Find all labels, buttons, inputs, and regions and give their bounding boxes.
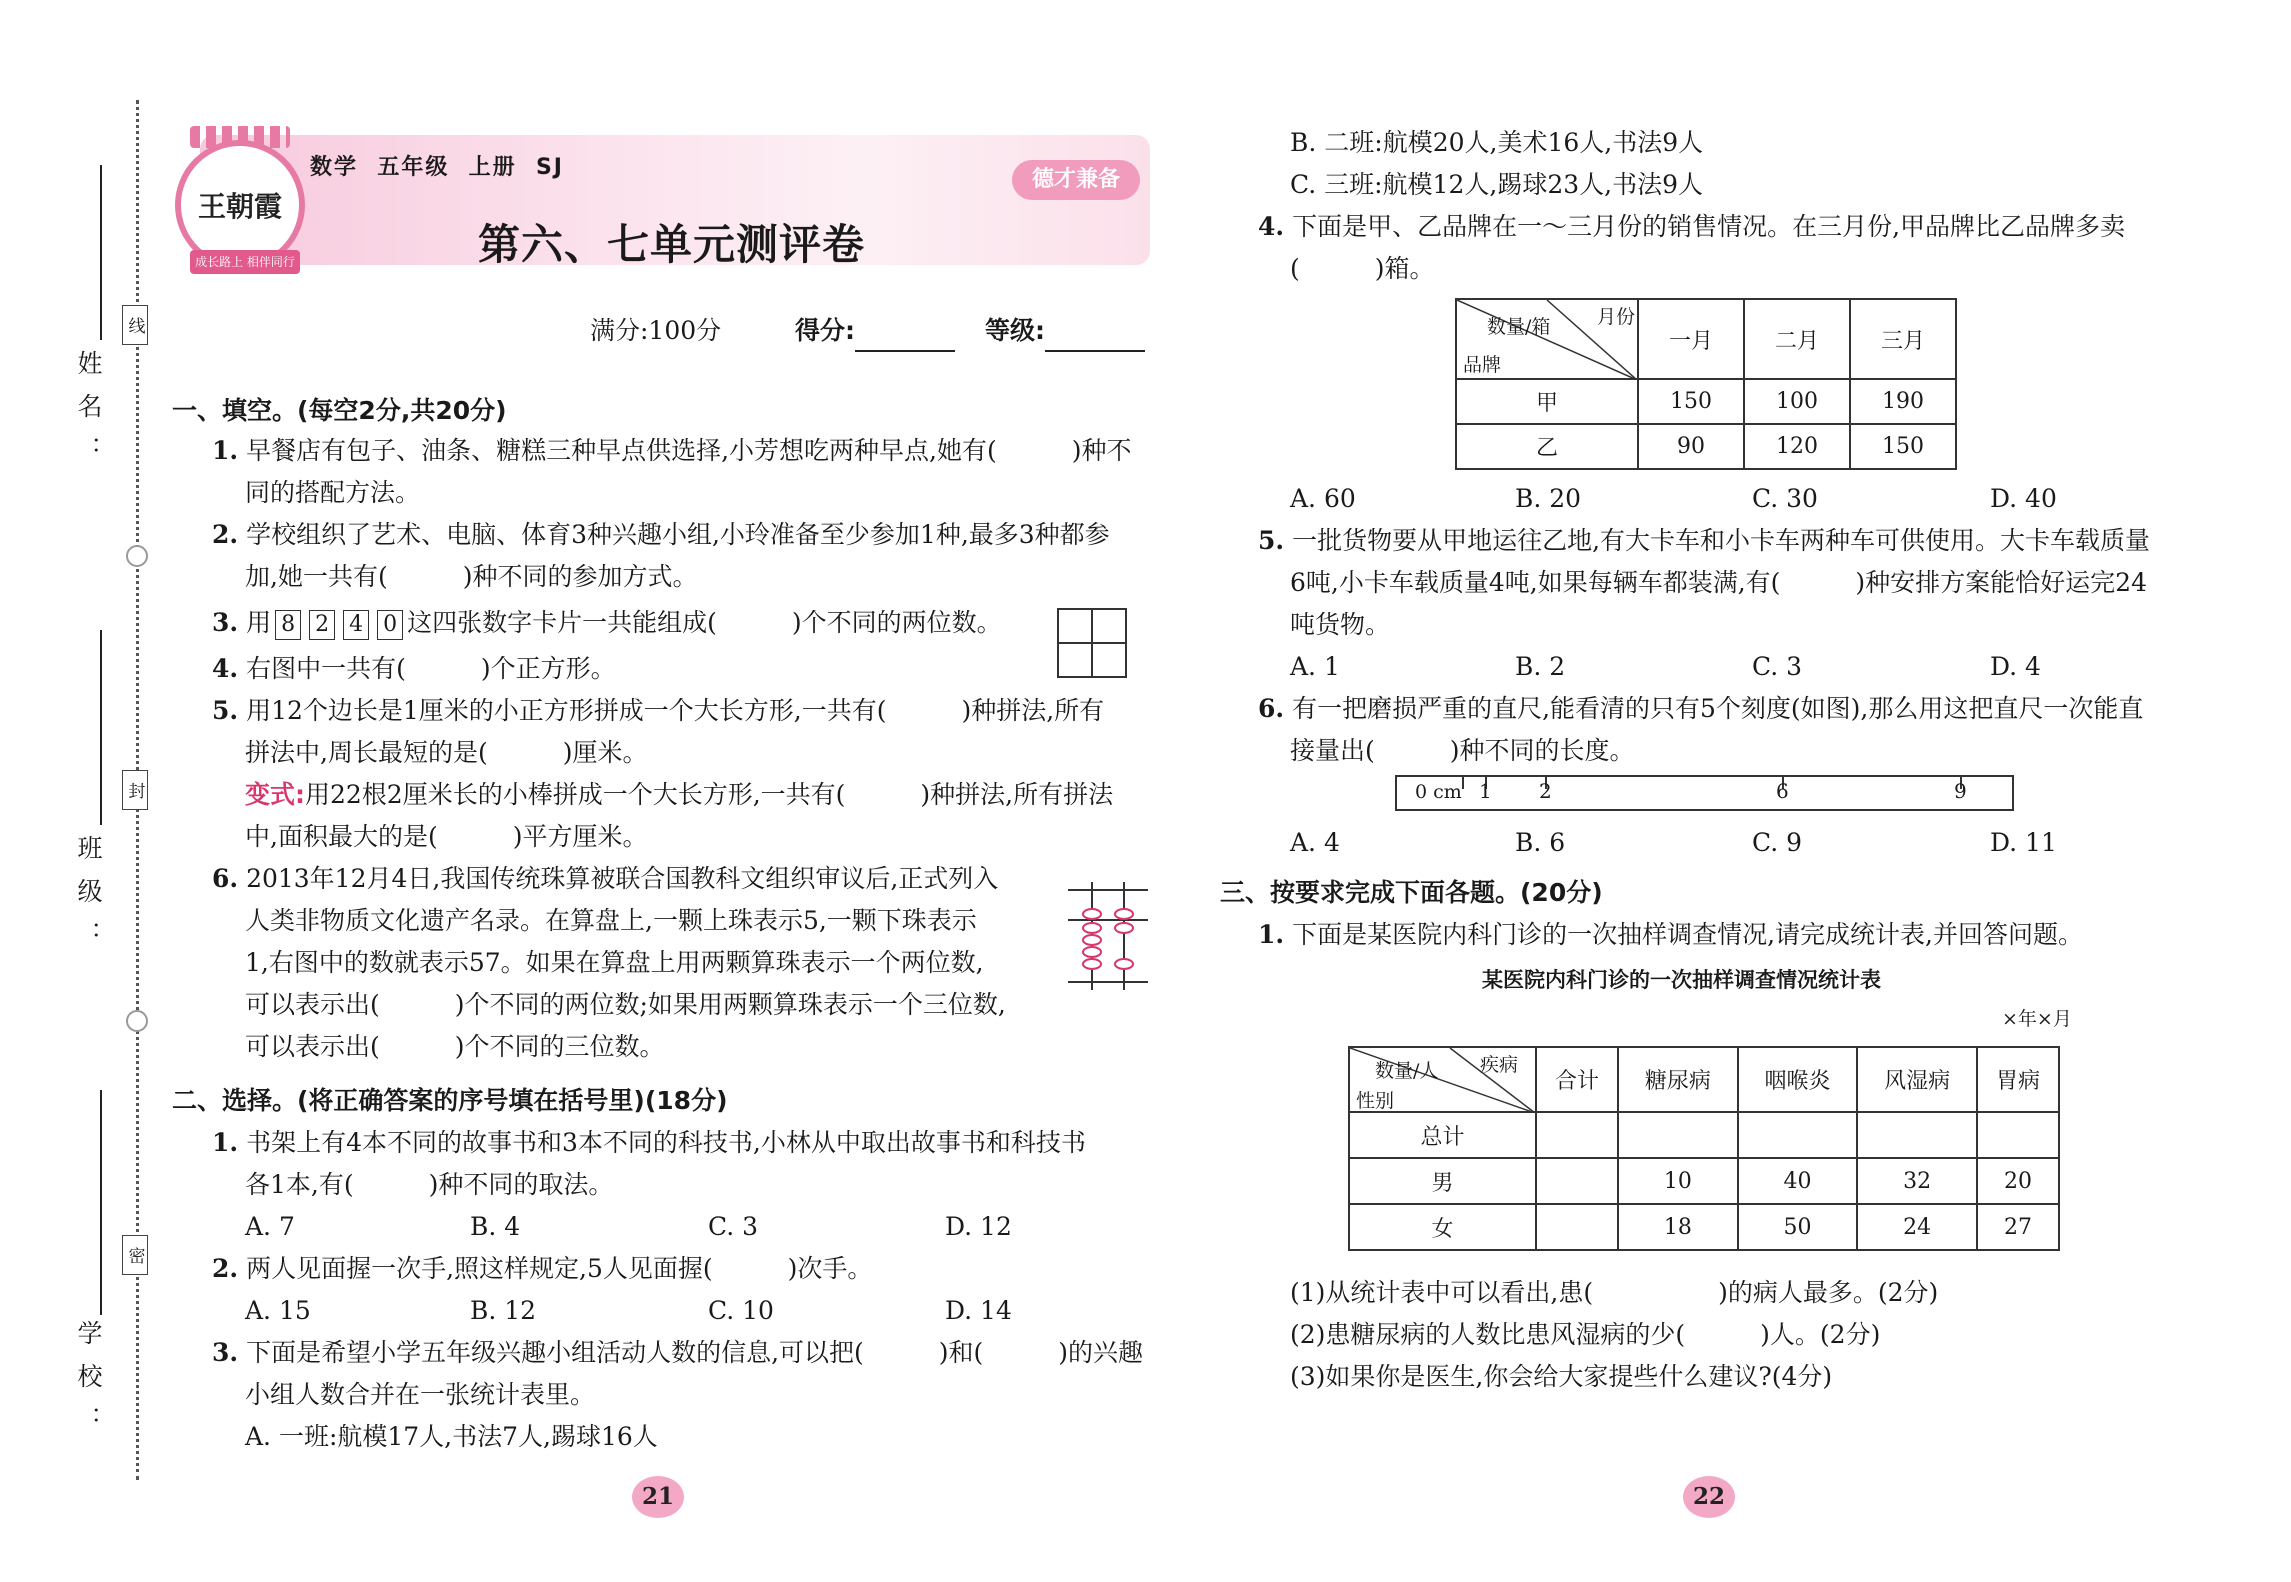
s2-q1: 1. 书架上有4本不同的故事书和3本不同的科技书,小林从中取出故事书和科技书 — [212, 1128, 1086, 1157]
s2-q6-opt-c: C. 9 — [1752, 828, 1803, 857]
page-number-right: 22 — [1683, 1476, 1735, 1518]
binding-hole-icon — [126, 1010, 148, 1032]
motto-badge: 德才兼备 — [1012, 160, 1140, 200]
ruler-label: 1 — [1479, 779, 1492, 803]
s2-q1-opt-d: D. 12 — [945, 1212, 1012, 1241]
s1-q2-cont: 加,她一共有( )种不同的参加方式。 — [245, 562, 698, 591]
stats-cell[interactable] — [1536, 1204, 1618, 1250]
score-got: 得分: — [795, 310, 955, 352]
stats-cell: 10 — [1618, 1158, 1738, 1204]
s2-q4-opt-b: B. 20 — [1515, 484, 1582, 513]
ruler-label: 6 — [1776, 779, 1789, 803]
digit-card: 0 — [377, 610, 403, 640]
s3-answer-2: (2)患糖尿病的人数比患风湿病的少( )人。(2分) — [1290, 1320, 1881, 1349]
digit-card: 4 — [343, 610, 369, 640]
s1-q6-l2: 人类非物质文化遗产名录。在算盘上,一颗上珠表示5,一颗下珠表示 — [245, 906, 977, 935]
s2-q3: 3. 下面是希望小学五年级兴趣小组活动人数的信息,可以把( )和( )的兴趣 — [212, 1338, 1144, 1367]
seal-line-char: 线 — [122, 305, 148, 345]
s2-q6: 6. 有一把磨损严重的直尺,能看清的只有5个刻度(如图),那么用这把直尺一次能直 — [1258, 694, 2144, 723]
sales-cell: 100 — [1744, 379, 1850, 424]
s3-q1: 1. 下面是某医院内科门诊的一次抽样调查情况,请完成统计表,并回答问题。 — [1258, 920, 2083, 949]
section-3-title: 三、按要求完成下面各题。(20分) — [1220, 878, 1603, 907]
stats-table-date: ×年×月 — [2002, 1008, 2072, 1030]
ruler-figure — [1395, 775, 2014, 811]
ruler-label: 2 — [1539, 779, 1552, 803]
stats-table-corner: 疾病 数量/人 性别 — [1349, 1047, 1536, 1112]
s2-q4-cont: ( )箱。 — [1290, 254, 1435, 283]
s1-q2: 2. 学校组织了艺术、电脑、体育3种兴趣小组,小玲准备至少参加1种,最多3种都参 — [212, 520, 1110, 549]
seal-secret-char: 密 — [122, 1235, 148, 1275]
stats-cell[interactable] — [1536, 1158, 1618, 1204]
disease-header: 胃病 — [1977, 1047, 2059, 1112]
stats-cell[interactable] — [1977, 1112, 2059, 1158]
stats-cell: 18 — [1618, 1204, 1738, 1250]
name-label: 姓名： — [74, 350, 103, 479]
month-header: 一月 — [1638, 299, 1744, 379]
sales-cell: 150 — [1850, 424, 1956, 469]
s2-q1-opt-b: B. 4 — [470, 1212, 521, 1241]
seal-seal-char: 封 — [122, 770, 148, 810]
disease-header: 合计 — [1536, 1047, 1618, 1112]
s2-q1-opt-c: C. 3 — [708, 1212, 759, 1241]
s1-q5: 5. 用12个边长是1厘米的小正方形拼成一个大长方形,一共有( )种拼法,所有 — [212, 696, 1105, 725]
s2-q4-opt-a: A. 60 — [1290, 484, 1356, 513]
ruler-label: 9 — [1954, 779, 1967, 803]
s2-q2-opt-c: C. 10 — [708, 1296, 774, 1325]
stats-cell[interactable] — [1857, 1112, 1977, 1158]
s2-q3-opt-b: B. 二班:航模20人,美术16人,书法9人 — [1290, 128, 1704, 157]
school-label: 学校： — [74, 1320, 103, 1449]
class-label: 班级： — [74, 835, 103, 964]
s2-q6-opt-b: B. 6 — [1515, 828, 1566, 857]
s1-q6-l4: 可以表示出( )个不同的两位数;如果用两颗算珠表示一个三位数, — [245, 990, 1006, 1019]
sales-cell: 120 — [1744, 424, 1850, 469]
s2-q6-opt-d: D. 11 — [1990, 828, 2057, 857]
section-1-title: 一、填空。(每空2分,共20分) — [172, 396, 507, 425]
s2-q5: 5. 一批货物要从甲地运往乙地,有大卡车和小卡车两种车可供使用。大卡车载质量 — [1258, 526, 2151, 555]
disease-header: 咽喉炎 — [1738, 1047, 1858, 1112]
stats-cell: 32 — [1857, 1158, 1977, 1204]
s2-q2: 2. 两人见面握一次手,照这样规定,5人见面握( )次手。 — [212, 1254, 873, 1283]
page-title: 第六、七单元测评卷 — [478, 220, 866, 269]
s2-q5-opt-a: A. 1 — [1290, 652, 1340, 681]
month-header: 二月 — [1744, 299, 1850, 379]
digit-card: 2 — [309, 610, 335, 640]
binding-hole-icon — [126, 545, 148, 567]
book-meta: 数学 五年级 上册 SJ — [310, 155, 564, 180]
s1-q3: 3. 用 8 2 4 0 这四张数字卡片一共能组成( )个不同的两位数。 — [212, 602, 1002, 644]
s1-q5-cont: 拼法中,周长最短的是( )厘米。 — [245, 738, 648, 767]
brand-name: 乙 — [1456, 424, 1638, 469]
sales-cell: 150 — [1638, 379, 1744, 424]
s2-q5-l2: 6吨,小卡车载质量4吨,如果每辆车都装满,有( )种安排方案能恰好运完24 — [1290, 568, 2147, 597]
s2-q6-opt-a: A. 4 — [1290, 828, 1340, 857]
square-grid-figure — [1057, 608, 1127, 678]
stats-cell: 20 — [1977, 1158, 2059, 1204]
s2-q1-cont: 各1本,有( )种不同的取法。 — [245, 1170, 614, 1199]
s1-q1-cont: 同的搭配方法。 — [245, 478, 421, 507]
s2-q3-cont: 小组人数合并在一张统计表里。 — [245, 1380, 596, 1409]
s1-q4: 4. 右图中一共有( )个正方形。 — [212, 654, 616, 683]
stats-cell: 50 — [1738, 1204, 1858, 1250]
stats-cell[interactable] — [1536, 1112, 1618, 1158]
s2-q2-opt-b: B. 12 — [470, 1296, 537, 1325]
disease-header: 糖尿病 — [1618, 1047, 1738, 1112]
s2-q3-opt-a: A. 一班:航模17人,书法7人,踢球16人 — [245, 1422, 658, 1451]
sales-table-corner: 月份 数量/箱 品牌 — [1456, 299, 1638, 379]
stats-cell[interactable] — [1618, 1112, 1738, 1158]
s1-q6-l5: 可以表示出( )个不同的三位数。 — [245, 1032, 665, 1061]
sales-table — [1455, 298, 1957, 470]
disease-header: 风湿病 — [1857, 1047, 1977, 1112]
ruler-tick — [1462, 777, 1464, 789]
s3-answer-1: (1)从统计表中可以看出,患( )的病人最多。(2分) — [1290, 1278, 1939, 1307]
s2-q3-opt-c: C. 三班:航模12人,踢球23人,书法9人 — [1290, 170, 1703, 199]
s1-variant-cont: 中,面积最大的是( )平方厘米。 — [245, 822, 648, 851]
name-line — [100, 165, 102, 340]
sales-cell: 90 — [1638, 424, 1744, 469]
s2-q4: 4. 下面是甲、乙品牌在一～三月份的销售情况。在三月份,甲品牌比乙品牌多卖 — [1258, 212, 2126, 241]
s1-q6: 6. 2013年12月4日,我国传统珠算被联合国教科文组织审议后,正式列入 — [212, 864, 999, 893]
brand-logo: 王朝霞 — [175, 140, 305, 270]
s2-q6-cont: 接量出( )种不同的长度。 — [1290, 736, 1635, 765]
s1-q6-l3: 1,右图中的数就表示57。如果在算盘上用两颗算珠表示一个两位数, — [245, 948, 984, 977]
stats-cell: 24 — [1857, 1204, 1977, 1250]
stats-cell[interactable] — [1738, 1112, 1858, 1158]
ruler-label: 0 cm — [1415, 781, 1462, 803]
s3-answer-3: (3)如果你是医生,你会给大家提些什么建议?(4分) — [1290, 1362, 1833, 1391]
s2-q5-opt-b: B. 2 — [1515, 652, 1566, 681]
score-full: 满分:100分 — [590, 316, 722, 345]
s1-variant: 变式:用22根2厘米长的小棒拼成一个大长方形,一共有( )种拼法,所有拼法 — [245, 780, 1114, 809]
stats-table-title: 某医院内科门诊的一次抽样调查情况统计表 — [1482, 968, 1881, 992]
section-2-title: 二、选择。(将正确答案的序号填在括号里)(18分) — [172, 1086, 728, 1115]
s2-q4-opt-d: D. 40 — [1990, 484, 2057, 513]
sales-cell: 190 — [1850, 379, 1956, 424]
s2-q5-opt-c: C. 3 — [1752, 652, 1803, 681]
score-grade: 等级: — [985, 310, 1145, 352]
month-header: 三月 — [1850, 299, 1956, 379]
digit-card: 8 — [275, 610, 301, 640]
row-header: 男 — [1349, 1158, 1536, 1204]
logo-ribbon: 成长路上 相伴同行 — [190, 250, 300, 274]
brand-name: 甲 — [1456, 379, 1638, 424]
s1-q1: 1. 早餐店有包子、油条、糖糕三种早点供选择,小芳想吃两种早点,她有( )种不 — [212, 436, 1132, 465]
class-line — [100, 630, 102, 825]
s2-q5-l3: 吨货物。 — [1290, 610, 1391, 639]
s2-q4-opt-c: C. 30 — [1752, 484, 1818, 513]
page-number-left: 21 — [632, 1476, 684, 1518]
stats-cell: 27 — [1977, 1204, 2059, 1250]
row-header: 女 — [1349, 1204, 1536, 1250]
s2-q2-opt-a: A. 15 — [245, 1296, 311, 1325]
stats-table — [1348, 1046, 2060, 1251]
abacus-figure — [1068, 882, 1148, 992]
s2-q2-opt-d: D. 14 — [945, 1296, 1012, 1325]
stats-cell: 40 — [1738, 1158, 1858, 1204]
s2-q5-opt-d: D. 4 — [1990, 652, 2041, 681]
s2-q1-opt-a: A. 7 — [245, 1212, 295, 1241]
school-line — [100, 1090, 102, 1315]
row-header: 总计 — [1349, 1112, 1536, 1158]
